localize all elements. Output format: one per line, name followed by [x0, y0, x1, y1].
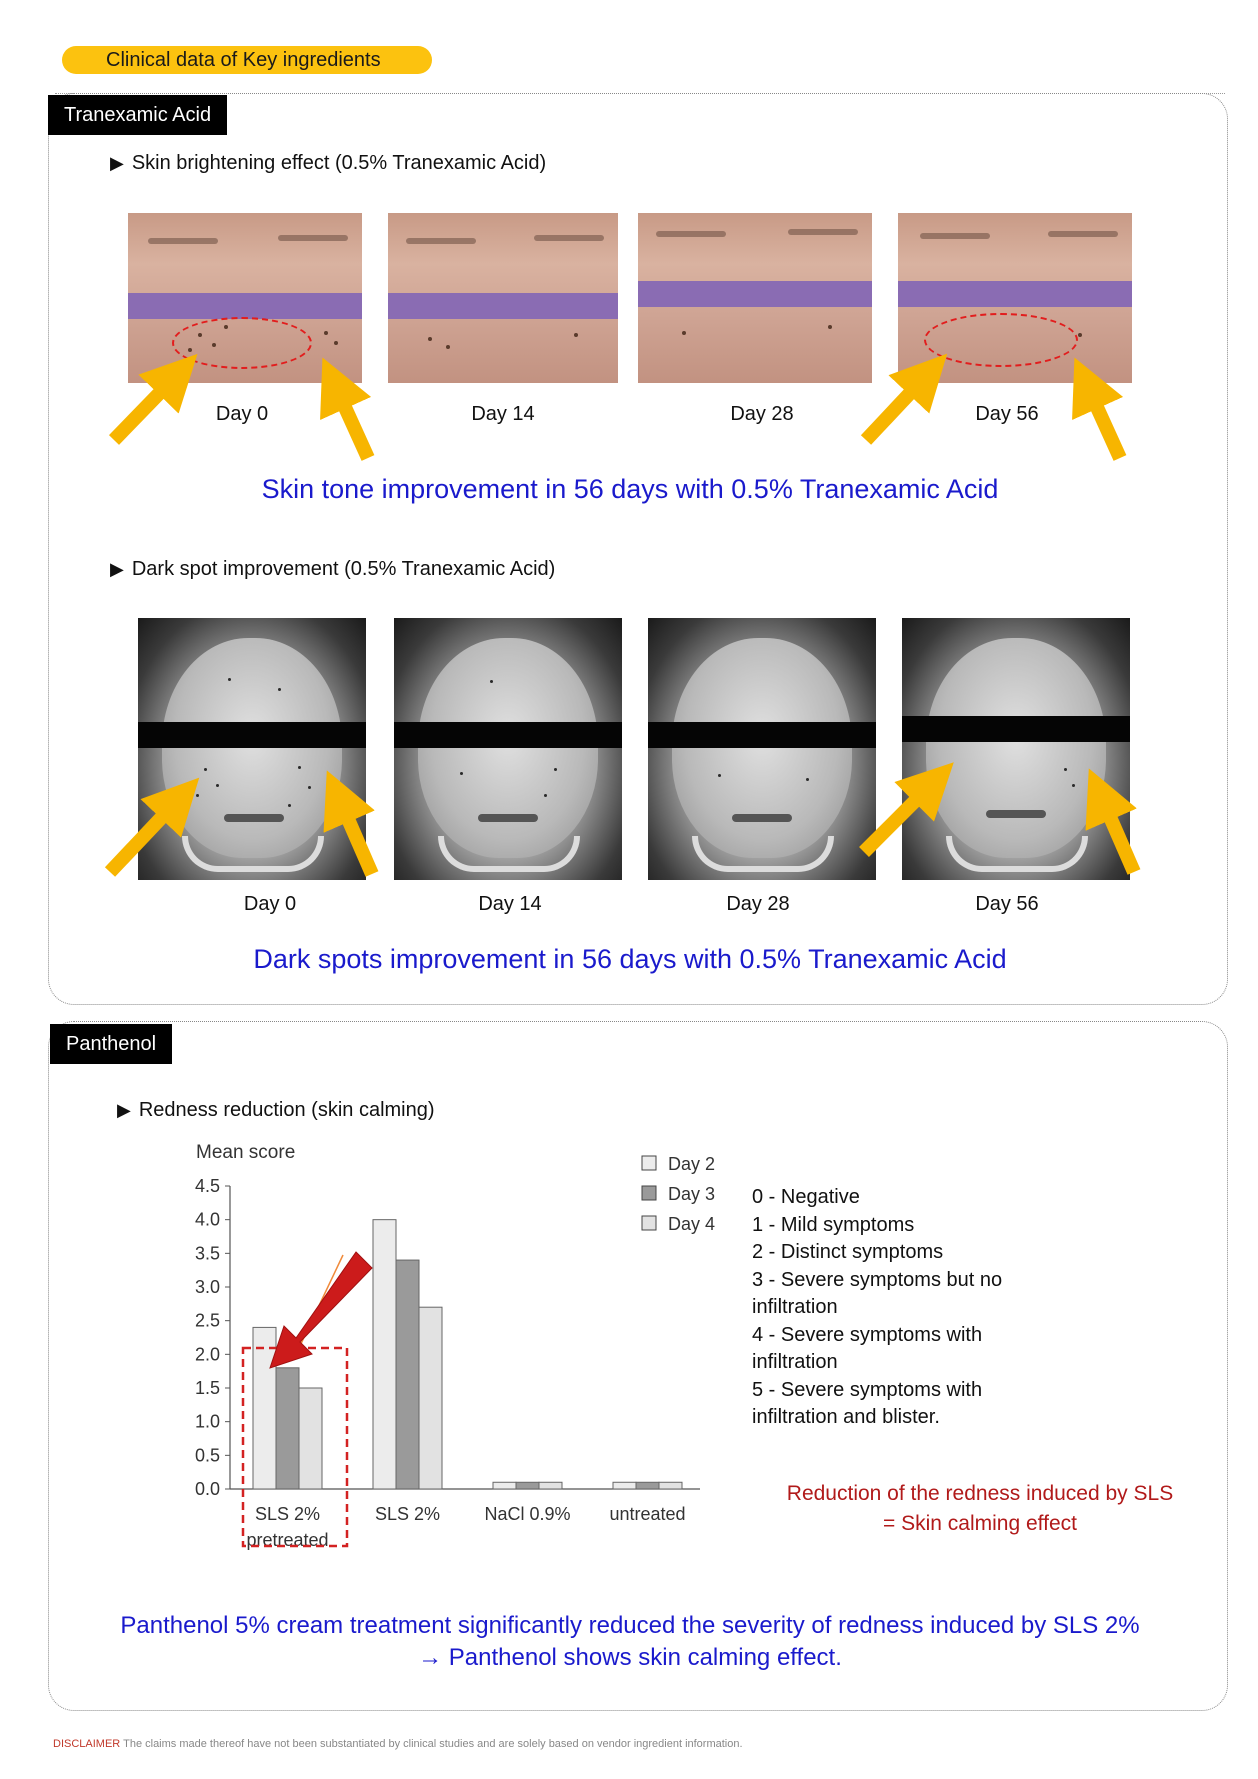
panthenol-tag — [50, 1024, 172, 1064]
darkspot-headline: Dark spots improvement in 56 days with 0.5% Tranexamic Acid — [253, 944, 1007, 974]
brightening-photo-day28 — [638, 213, 872, 383]
disclaimer-text: The claims made thereof have not been substantiated by clinical studies and are solely based on vendor ingredient information. — [123, 1738, 743, 1750]
legend-swatch — [642, 1156, 656, 1170]
chart-ylabel: Mean score — [196, 1142, 296, 1163]
brightening-photo-day14 — [388, 213, 618, 383]
bar-day-3 — [276, 1368, 299, 1489]
triangle-bullet-icon: ▶ — [110, 153, 124, 173]
redness-subhead: ▶ Redness reduction (skin calming) — [117, 1099, 435, 1121]
bar-day-4 — [659, 1482, 682, 1489]
score-scale-item: 3 - Severe symptoms but no — [752, 1268, 1003, 1291]
disclaimer — [53, 1738, 743, 1750]
y-tick-label: 1.0 — [194, 1411, 220, 1432]
y-tick-label: 3.5 — [194, 1243, 220, 1264]
bar-day-3 — [396, 1260, 419, 1489]
brightening-photo-day0 — [128, 213, 362, 383]
y-tick-label: 2.0 — [194, 1344, 220, 1365]
score-scale-item: 0 - Negative — [752, 1186, 860, 1208]
x-tick-label: SLS 2% — [374, 1504, 441, 1524]
legend-swatch — [642, 1216, 656, 1230]
darkspot-photo-day28 — [648, 618, 876, 880]
brightening-caption-day56: Day 56 — [975, 403, 1039, 425]
darkspot-subhead: ▶ Dark spot improvement (0.5% Tranexamic Acid) — [110, 558, 556, 580]
brightening-subhead: ▶ Skin brightening effect (0.5% Tranexamic Acid) — [110, 152, 547, 174]
brightening-caption-day28: Day 28 — [730, 403, 794, 425]
score-scale-item: infiltration and blister. — [752, 1406, 940, 1428]
bar-day-2 — [493, 1482, 516, 1489]
score-scale-item: 1 - Mild symptoms — [752, 1213, 915, 1236]
score-scale-item: 5 - Severe symptoms with — [752, 1378, 983, 1401]
bar-day-2 — [613, 1482, 636, 1489]
score-scale-item: infiltration — [752, 1296, 838, 1318]
triangle-bullet-icon: ▶ — [110, 559, 124, 579]
redness-bar-chart — [180, 1130, 720, 1570]
score-scale-item: 2 - Distinct symptoms — [752, 1241, 944, 1263]
darkspot-caption-day14: Day 14 — [478, 893, 542, 915]
bar-day-3 — [516, 1482, 539, 1489]
calming-note-line2: = Skin calming effect — [883, 1512, 1077, 1535]
darkspot-photo-day14 — [394, 618, 622, 880]
x-tick-label: NaCl 0.9% — [484, 1504, 571, 1524]
bar-day-3 — [636, 1482, 659, 1489]
brightening-photo-day56 — [898, 213, 1132, 383]
bar-day-2 — [253, 1327, 276, 1489]
bar-day-4 — [299, 1388, 322, 1489]
y-tick-label: 4.0 — [194, 1209, 220, 1230]
legend-label: Day 2 — [668, 1154, 716, 1174]
disclaimer-label: DISCLAIMER — [53, 1738, 121, 1750]
x-tick-label: pretreated — [246, 1530, 329, 1550]
panthenol-headline-line1: Panthenol 5% cream treatment significantly reduced the severity of redness induced by SLS 2% — [120, 1612, 1140, 1639]
brightening-headline: Skin tone improvement in 56 days with 0.5% Tranexamic Acid — [261, 474, 999, 504]
y-tick-label: 0.5 — [194, 1445, 220, 1466]
darkspot-photo-day56 — [902, 618, 1130, 880]
tranexamic-tag-label: Tranexamic Acid — [64, 104, 212, 126]
darkspot-photo-day0 — [138, 618, 366, 880]
bar-day-4 — [419, 1307, 442, 1489]
calming-note-line1: Reduction of the redness induced by SLS — [786, 1482, 1174, 1505]
brightening-caption-day14: Day 14 — [471, 403, 535, 425]
bar-day-2 — [373, 1220, 396, 1489]
darkspot-caption-day0: Day 0 — [243, 893, 297, 915]
section-title-pill — [62, 46, 432, 74]
x-tick-label: untreated — [609, 1504, 686, 1524]
panthenol-headline-line2: → Panthenol shows skin calming effect. — [418, 1644, 842, 1671]
score-scale-item: 4 - Severe symptoms with — [752, 1323, 983, 1346]
tranexamic-tag — [48, 95, 227, 135]
legend-swatch — [642, 1186, 656, 1200]
panthenol-tag-label: Panthenol — [66, 1033, 157, 1055]
brightening-caption-day0: Day 0 — [215, 403, 269, 425]
y-tick-label: 1.5 — [194, 1378, 220, 1398]
score-scale-item: infiltration — [752, 1351, 838, 1373]
y-tick-label: 0.0 — [194, 1479, 220, 1499]
section-title: Clinical data of Key ingredients — [106, 49, 381, 71]
x-tick-label: SLS 2% — [254, 1504, 321, 1524]
darkspot-caption-day56: Day 56 — [975, 893, 1039, 915]
legend-label: Day 4 — [668, 1214, 716, 1234]
darkspot-caption-day28: Day 28 — [726, 893, 790, 915]
triangle-bullet-icon: ▶ — [117, 1100, 131, 1120]
y-tick-label: 3.0 — [194, 1277, 220, 1297]
red-arrow-icon — [270, 1252, 372, 1368]
score-scale-list — [752, 1184, 1002, 1432]
y-tick-label: 2.5 — [194, 1310, 220, 1331]
legend-label: Day 3 — [668, 1184, 716, 1204]
bar-day-4 — [539, 1482, 562, 1489]
y-tick-label: 4.5 — [194, 1176, 220, 1196]
